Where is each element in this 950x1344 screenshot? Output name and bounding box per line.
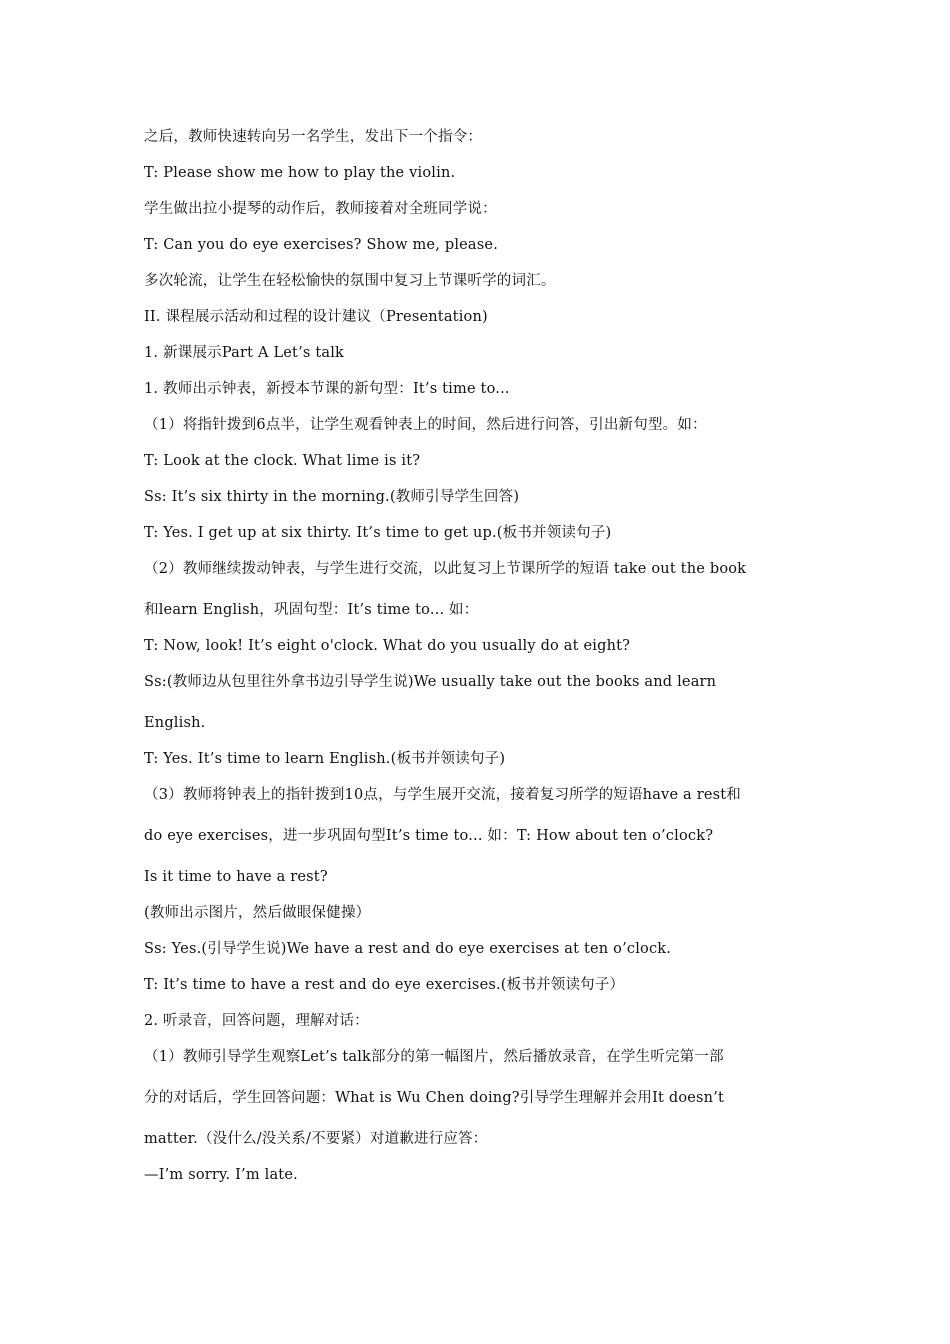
text-line: Ss: Yes.(引导学生说)We have a rest and do eye exercises at ten o’clock. <box>144 941 672 957</box>
text-line: T: Can you do eye exercises? Show me, please. <box>144 237 499 253</box>
text-line: 之后，教师快速转向另一名学生，发出下一个指令： <box>144 129 483 145</box>
text-line: T: Please show me how to play the violin. <box>144 165 456 181</box>
text-line: —I’m sorry. I’m late. <box>144 1167 298 1183</box>
text-line: T: Yes. It’s time to learn English.(板书并领读句子) <box>144 751 506 767</box>
text-line: 和learn English，巩固句型：It’s time to... 如： <box>144 602 479 618</box>
text-line: (教师出示图片，然后做眼保健操） <box>144 905 371 921</box>
text-line: English. <box>144 715 206 731</box>
text-line: T: It’s time to have a rest and do eye exercises.(板书并领读句子） <box>144 977 625 993</box>
text-line: Ss:(教师边从包里往外拿书边引导学生说)We usually take out the books and learn <box>144 674 717 690</box>
text-line: （1）将指针拨到6点半，让学生观看钟表上的时间，然后进行问答，引出新句型。如： <box>144 417 707 433</box>
text-line: 分的对话后，学生回答问题：What is Wu Chen doing?引导学生理解并会用It doesn’t <box>144 1090 725 1106</box>
text-line: （2）教师继续拨动钟表，与学生进行交流，以此复习上节课所学的短语 take out the book <box>144 561 747 577</box>
text-line: 多次轮流，让学生在轻松愉快的氛围中复习上节课听学的词汇。 <box>144 273 556 289</box>
text-line: 学生做出拉小提琴的动作后，教师接着对全班同学说： <box>144 201 497 217</box>
subsection-heading: 2. 听录音，回答问题，理解对话： <box>144 1013 369 1029</box>
section-heading: II. 课程展示活动和过程的设计建议（Presentation) <box>144 309 488 325</box>
text-line: T: Look at the clock. What lime is it? <box>144 453 421 469</box>
text-line: do eye exercises，进一步巩固句型It’s time to... 如：T: How about ten o’clock? <box>144 828 714 844</box>
text-line: Ss: It’s six thirty in the morning.(教师引导学生回答) <box>144 489 520 505</box>
text-line: （3）教师将钟表上的指针拨到10点，与学生展开交流，接着复习所学的短语have a rest和 <box>144 787 741 803</box>
text-line: Is it time to have a rest? <box>144 869 328 885</box>
text-line: T: Now, look! It’s eight o'clock. What do you usually do at eight? <box>144 638 631 654</box>
text-line: matter.（没什么/没关系/不要紧）对道歉进行应答： <box>144 1131 488 1147</box>
text-line: T: Yes. I get up at six thirty. It’s time to get up.(板书并领读句子) <box>144 525 612 541</box>
text-line: 1. 教师出示钟表，新授本节课的新句型：It’s time to... <box>144 381 510 397</box>
text-line: （1）教师引导学生观察Let’s talk部分的第一幅图片，然后播放录音，在学生听完第一部 <box>144 1049 724 1065</box>
subsection-heading: 1. 新课展示Part A Let’s talk <box>144 345 345 361</box>
